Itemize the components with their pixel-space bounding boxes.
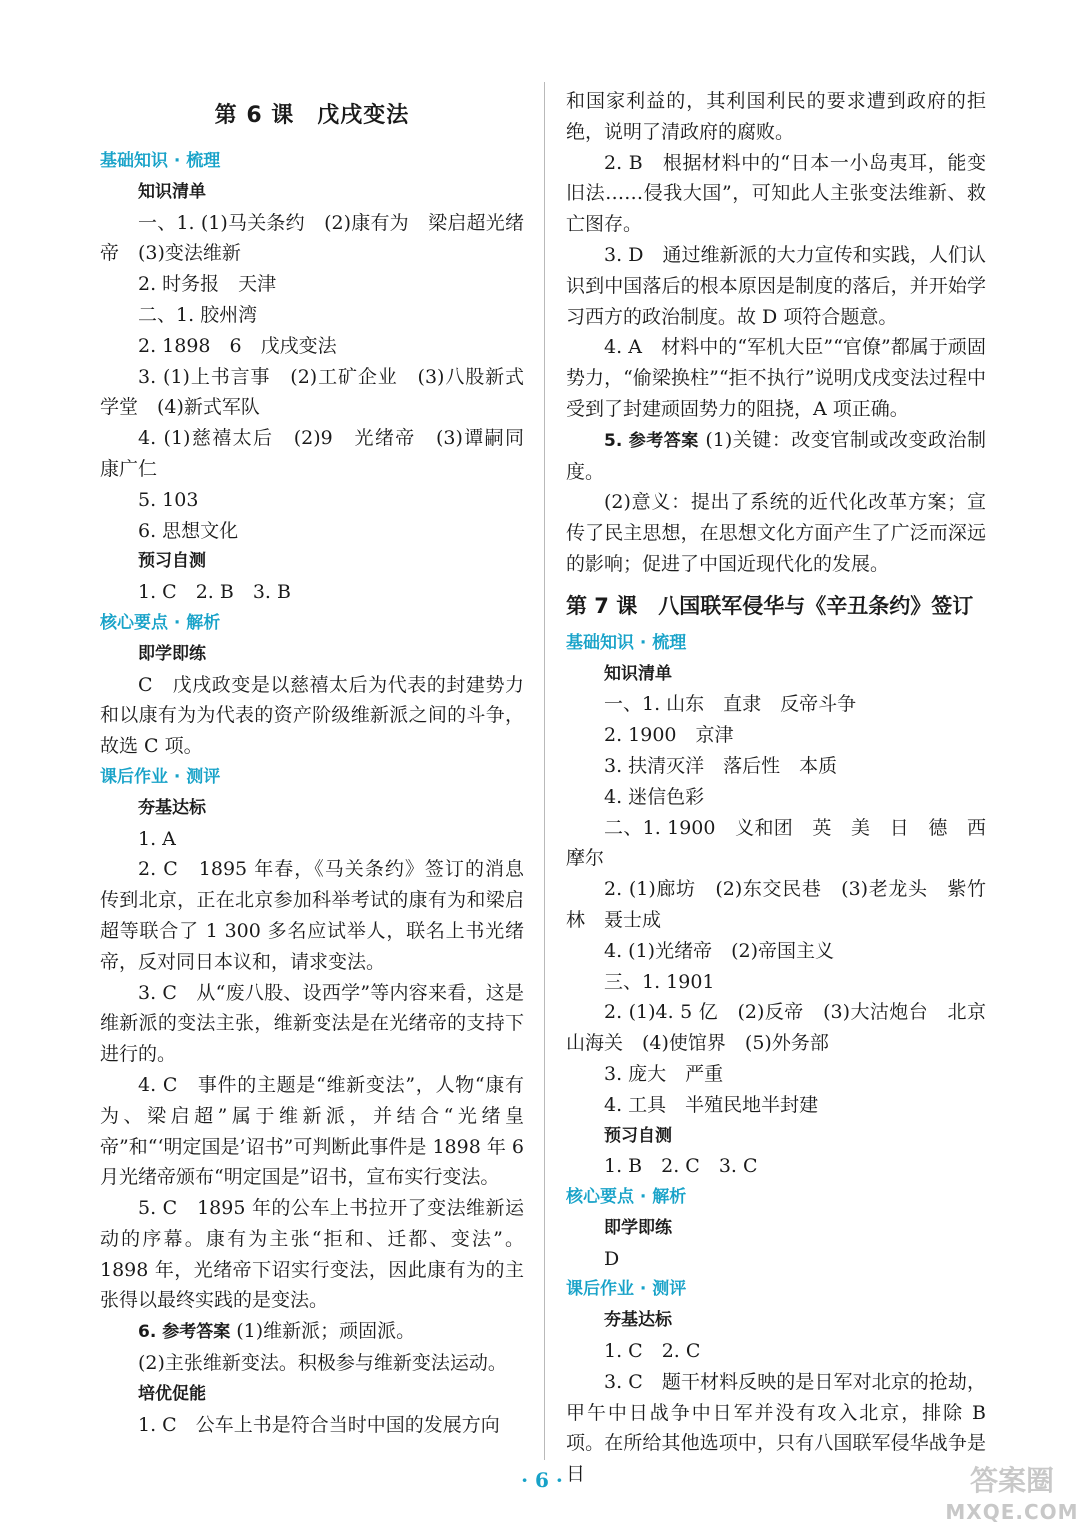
answer-line: D (604, 1247, 620, 1270)
page-number: · 6 · (521, 1468, 563, 1492)
section-homework: 课后作业 · 测评 (100, 766, 221, 787)
answer-line: 1. C 2. B 3. B (138, 581, 291, 604)
answer-paragraph: 3. D 通过维新派的大力宣传和实践，人们认识到中国落后的根本原因是制度的落后，并开始学习西方的政治制度。故 D 项符合题意。 (566, 243, 986, 328)
answer-paragraph: 和国家利益的，其利国利民的要求遭到政府的拒绝，说明了清政府的腐败。 (566, 90, 986, 143)
left-column (100, 86, 544, 1440)
watermark-url: MXQE.COM (945, 1500, 1079, 1524)
answer-line: 3. (1)上书言事 (2)工矿企业 (3)八股新式学堂 (4)新式军队 (100, 365, 524, 419)
subheading-preview-test: 预习自测 (604, 1125, 672, 1146)
answer-paragraph: 4. A 材料中的“军机大臣”“官僚”都属于顽固势力，“偷梁换柱”“拒不执行”说明戊戌变法过程中受到了封建顽固势力的阻挠，A 项正确。 (566, 336, 986, 420)
answer-line: 2. 1898 6 戊戌变法 (138, 334, 337, 357)
subheading-foundation: 夯基达标 (604, 1310, 672, 1331)
section-basic-knowledge: 基础知识 · 梳理 (566, 632, 687, 653)
answer-paragraph: 2. C 1895 年春，《马关条约》签订的消息传到北京，正在北京参加科举考试的康有为和梁启超等联合了 1 300 多名应试举人，联名上书光绪帝，反对同日本议和，请求变法。 (100, 858, 524, 973)
subheading-foundation: 夯基达标 (138, 797, 206, 818)
answer-line: 4. (1)光绪帝 (2)帝国主义 (604, 939, 834, 962)
answer-line: 6. 思想文化 (138, 519, 239, 542)
reference-answer-text: (1)关键：改变官制或改变政治制度。 (566, 428, 986, 483)
section-basic-knowledge: 基础知识 · 梳理 (100, 151, 221, 171)
answer-paragraph: 3. C 题干材料反映的是日军对北京的抢劫，甲午中日战争中日军并没有攻入北京，排除 B 项。在所给其他选项中，只有八国联军侵华战争是日 (566, 1370, 986, 1486)
right-column (566, 86, 986, 1490)
reference-answer-label: 5. 参考答案 (604, 430, 699, 451)
answer-line (566, 425, 986, 488)
lesson-6-title: 第 6 课 戊戌变法 (214, 103, 410, 128)
answer-line: 1. A (138, 827, 176, 850)
section-homework: 课后作业 · 测评 (566, 1279, 687, 1300)
answer-line: 4. 迷信色彩 (604, 785, 705, 808)
answer-paragraph: 4. C 事件的主题是“维新变法”，人物“康有为、梁启超”属于维新派，并结合“光绪皇帝”和“‘明定国是’诏书”可判断此事件是 1898 年 6 月光绪帝颁布“明定国是”诏书，宣布实行变法。 (100, 1073, 524, 1189)
answer-paragraph: (2)意义：提出了系统的近代化改革方案；宣传了民主思想，在思想文化方面产生了广泛而深远的影响；促进了中国近现代化的发展。 (566, 491, 986, 575)
answer-line: 1. B 2. C 3. C (604, 1155, 758, 1178)
answer-line: 2. 时务报 天津 (138, 273, 277, 296)
answer-line: 4. 工具 半殖民地半封建 (604, 1093, 819, 1116)
subheading-knowledge-list: 知识清单 (138, 181, 206, 202)
answer-line: 2. (1)4. 5 亿 (2)反帝 (3)大沽炮台 北京山海关 (4)使馆界 (5)外务部 (566, 1001, 986, 1055)
subheading-knowledge-list: 知识清单 (604, 663, 672, 684)
answer-line: 一、1. 山东 直隶 反帝斗争 (604, 693, 857, 716)
answer-line: 1. C 公车上书是符合当时中国的发展方向 (138, 1413, 500, 1436)
section-core-points: 核心要点 · 解析 (566, 1187, 687, 1208)
reference-answer-label: 6. 参考答案 (138, 1322, 231, 1343)
column-divider (544, 82, 545, 1460)
subheading-advanced: 培优促能 (138, 1383, 206, 1404)
reference-answer-text: (1)维新派；顽固派。 (230, 1320, 416, 1343)
answer-line: 一、1. (1)马关条约 (2)康有为 梁启超光绪帝 (3)变法维新 (100, 211, 524, 265)
answer-line: 1. C 2. C (604, 1340, 701, 1363)
answer-line (100, 1316, 524, 1348)
answer-line: 三、1. 1901 (604, 970, 715, 993)
answer-paragraph: C 戊戌政变是以慈禧太后为代表的封建势力和以康有为为代表的资产阶级维新派之间的斗争，故选 C 项。 (100, 673, 524, 758)
answer-line: 3. 扶清灭洋 落后性 本质 (604, 754, 838, 777)
section-core-points: 核心要点 · 解析 (100, 612, 221, 633)
subheading-instant-practice: 即学即练 (138, 643, 206, 664)
subheading-instant-practice: 即学即练 (604, 1217, 672, 1238)
answer-paragraph: 2. B 根据材料中的“日本一小岛夷耳，能变旧法……侵我大国”，可知此人主张变法维新、救亡图存。 (566, 151, 986, 236)
answer-line: 二、1. 胶州湾 (138, 303, 258, 326)
answer-line: 3. 庞大 严重 (604, 1062, 724, 1085)
answer-line: 2. (1)廊坊 (2)东交民巷 (3)老龙头 紫竹林 聂士成 (566, 878, 986, 931)
answer-paragraph: 3. C 从“废八股、设西学”等内容来看，这是维新派的变法主张，维新变法是在光绪帝的支持下进行的。 (100, 981, 524, 1066)
answer-line: 二、1. 1900 义和团 英 美 日 德 西摩尔 (566, 816, 986, 870)
answer-line: 2. 1900 京津 (604, 724, 734, 747)
subheading-preview-test: 预习自测 (138, 551, 206, 572)
answer-paragraph: 5. C 1895 年的公车上书拉开了变法维新运动的序幕。康有为主张“拒和、迁都、变法”。1898 年，光绪帝下诏实行变法，因此康有为的主张得以最终实践的是变法。 (100, 1197, 524, 1312)
lesson-7-title: 第 7 课 八国联军侵华与《辛丑条约》签订 (566, 593, 974, 618)
answer-line: 4. (1)慈禧太后 (2)9 光绪帝 (3)谭嗣同 康广仁 (100, 427, 544, 480)
watermark-text: 答案圈 (969, 1464, 1054, 1497)
answer-line: (2)主张维新变法。积极参与维新变法运动。 (138, 1352, 507, 1375)
watermark-logo (940, 1464, 1084, 1536)
answer-line: 5. 103 (138, 488, 199, 511)
